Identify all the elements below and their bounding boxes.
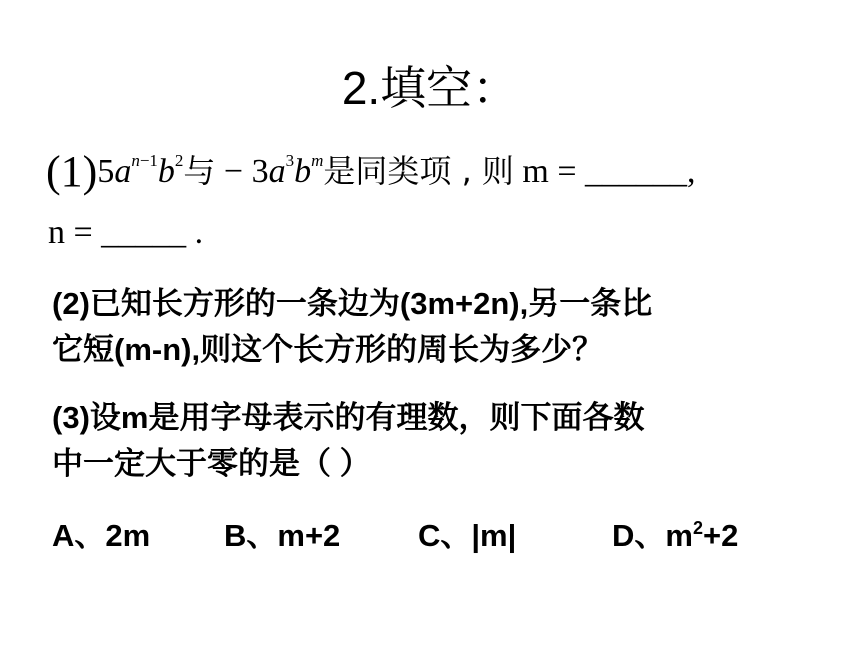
q3-line1: (3)设m是用字母表示的有理数，则下面各数	[52, 400, 645, 435]
page-title: 2.填空：	[341, 62, 519, 114]
option-a: A、2m	[52, 518, 151, 553]
q2-line1: (2)已知长方形的一条边为(3m+2n),另一条比	[52, 286, 653, 321]
q1-m-blank: m = ______,	[522, 153, 696, 190]
option-c: C、|m|	[418, 518, 517, 553]
q2-line2: 它短(m-n),则这个长方形的周长为多少？	[52, 332, 604, 367]
option-b: B、m+2	[224, 518, 341, 553]
option-d: D、$m^2+2$	[612, 518, 739, 553]
q1-middle: − 3	[215, 153, 269, 190]
q1-label: (1)	[46, 147, 98, 196]
q1-coef: 5	[97, 153, 115, 190]
q1-n-blank: n = _____ .	[48, 214, 204, 251]
q3-line2: 中一定大于零的是（ ）	[52, 446, 371, 481]
q1-formula: $(1)5a^{n-1}b^2$与 − $3a^3b^m$是同类项 , 则 m = ______,	[46, 147, 696, 196]
q1-tail: 是同类项 , 则	[323, 152, 514, 190]
q1-connector: 与	[183, 152, 216, 190]
